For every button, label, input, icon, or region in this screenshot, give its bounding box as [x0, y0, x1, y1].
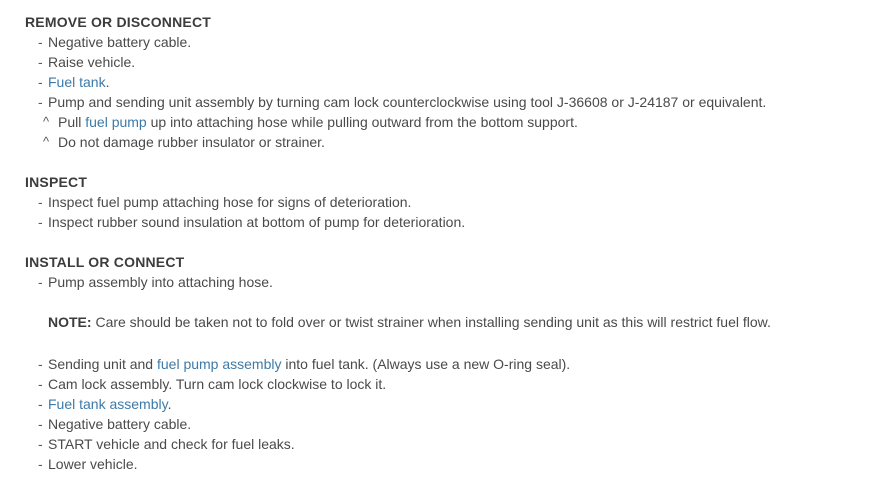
list-item-text: Lower vehicle.	[48, 456, 138, 472]
fuel-pump-assembly-link[interactable]: fuel pump assembly	[156, 356, 282, 372]
list-item-text: Inspect fuel pump attaching hose for signs of deterioration.	[48, 194, 412, 210]
list-item-text: Raise vehicle.	[48, 54, 136, 70]
list-item	[38, 52, 865, 72]
note-paragraph	[48, 312, 865, 332]
list-item	[38, 212, 865, 232]
caret-marker: ^	[43, 134, 50, 149]
list-item-text: Negative battery cable.	[48, 34, 192, 50]
sub-list-item	[43, 112, 865, 132]
section-inspect	[25, 172, 865, 232]
list-item-text	[48, 394, 865, 414]
dash-marker: -	[38, 94, 43, 110]
fuel-tank-assembly-link[interactable]: Fuel tank assembly	[48, 396, 168, 412]
dash-marker: -	[38, 376, 43, 392]
sub-list-item-text: Do not damage rubber insulator or strainer.	[58, 134, 325, 150]
dash-marker: -	[38, 356, 43, 372]
note-label: NOTE:	[48, 314, 92, 330]
list-item	[38, 434, 865, 454]
dash-marker: -	[38, 396, 43, 412]
list-item	[38, 72, 865, 92]
dash-marker: -	[38, 54, 43, 70]
list-item-text-tail: into fuel tank. (Always use a new O-ring seal).	[281, 356, 571, 372]
list-item-text: Pump assembly into attaching hose.	[48, 274, 273, 290]
caret-marker: ^	[43, 114, 50, 129]
list-item	[38, 192, 865, 212]
list-item-text	[48, 354, 865, 374]
dash-marker: -	[38, 274, 43, 290]
list-item	[38, 414, 865, 434]
list-item-text: START vehicle and check for fuel leaks.	[48, 436, 295, 452]
section-title: INSTALL OR CONNECT	[25, 254, 185, 270]
dash-marker: -	[38, 456, 43, 472]
list-item	[38, 374, 865, 394]
dash-marker: -	[38, 436, 43, 452]
list-item-text: Pump and sending unit assembly by turning cam lock counterclockwise using tool J-36608 or J-24187 or equivalent.	[48, 94, 767, 110]
sub-list-item-text	[58, 112, 865, 132]
list-item	[38, 454, 865, 474]
dash-marker: -	[38, 34, 43, 50]
dash-marker: -	[38, 214, 43, 230]
list-item-text	[48, 72, 865, 92]
list-item-text: Cam lock assembly. Turn cam lock clockwise to lock it.	[48, 376, 387, 392]
list-item	[38, 272, 865, 292]
dash-marker: -	[38, 74, 43, 90]
list-item-text-tail: up into attaching hose while pulling outward from the bottom support.	[146, 114, 578, 130]
list-item-text-tail: .	[105, 74, 110, 90]
section-title: REMOVE OR DISCONNECT	[25, 14, 212, 30]
list-item	[38, 32, 865, 52]
list-item	[38, 354, 865, 374]
list-item-text: Inspect rubber sound insulation at bottom of pump for deterioration.	[48, 214, 466, 230]
list-item-text-lead: Pull	[58, 114, 86, 130]
list-item	[38, 394, 865, 414]
sub-list-item	[43, 132, 865, 152]
list-item-text-tail: .	[167, 396, 172, 412]
dash-marker: -	[38, 416, 43, 432]
fuel-tank-link[interactable]: Fuel tank	[48, 74, 106, 90]
section-remove-or-disconnect	[25, 12, 865, 152]
section-title: INSPECT	[25, 174, 88, 190]
dash-marker: -	[38, 194, 43, 210]
list-item-text-lead: Sending unit and	[48, 356, 157, 372]
list-item-text: Negative battery cable.	[48, 416, 192, 432]
fuel-pump-link[interactable]: fuel pump	[85, 114, 147, 130]
note-text: Care should be taken not to fold over or twist strainer when installing sending unit as this will restrict fuel flow.	[91, 314, 771, 330]
section-install-or-connect	[25, 252, 865, 474]
list-item	[38, 92, 865, 112]
